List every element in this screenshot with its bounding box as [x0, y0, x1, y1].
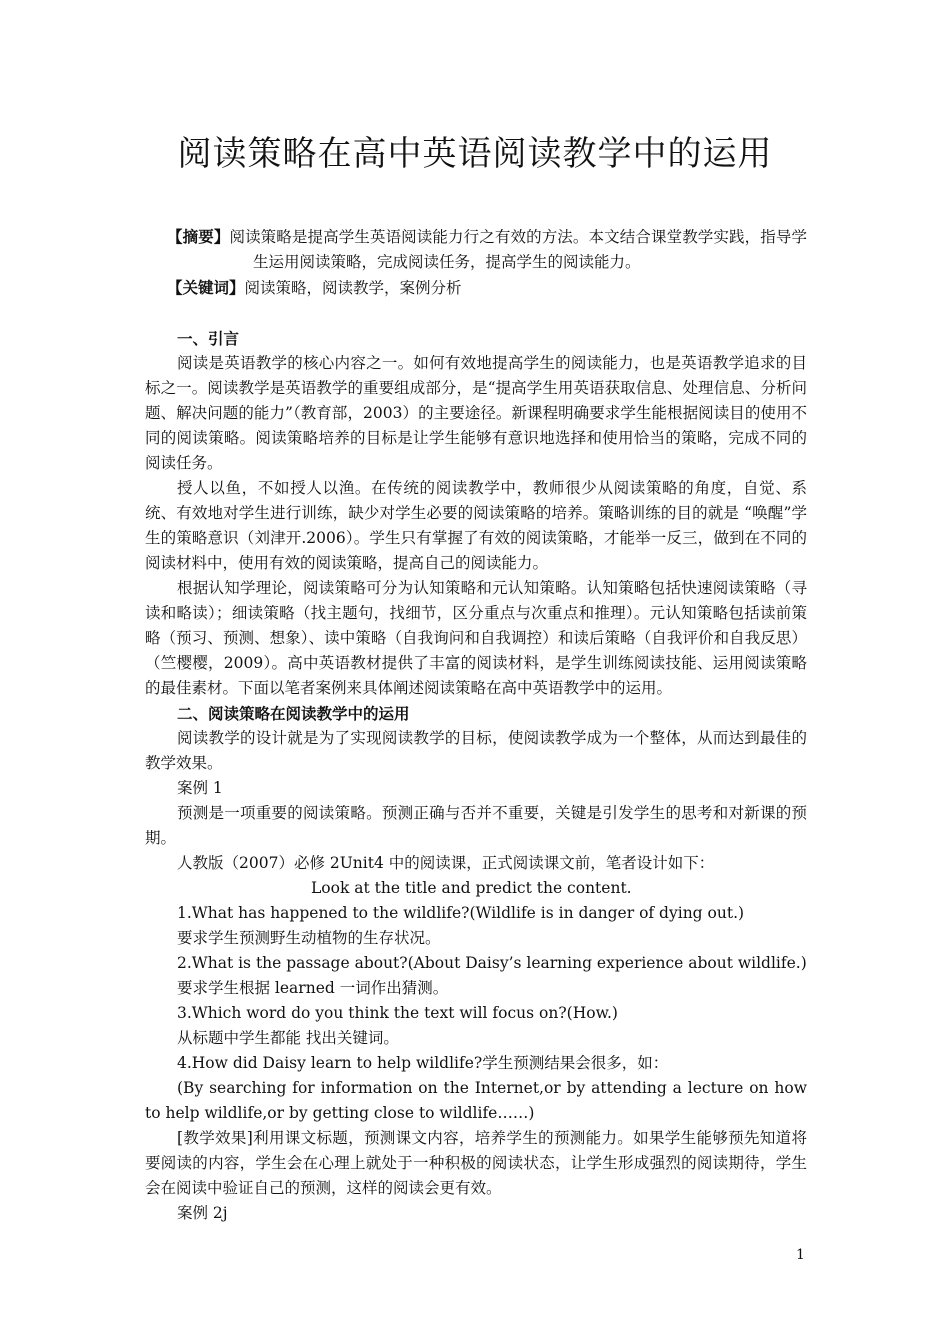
paragraph: 阅读教学的设计就是为了实现阅读教学的目标，使阅读教学成为一个整体，从而达到最佳的教学效果。 — [145, 729, 807, 772]
note: 要求学生根据 learned 一词作出猜测。 — [177, 979, 449, 997]
case-label: 案例 1 — [177, 779, 223, 797]
section-heading-application: 二、阅读策略在阅读教学中的运用 — [177, 704, 410, 723]
note: 要求学生预测野生动植物的生存状况。 — [177, 929, 441, 947]
answer: (By searching for information on the Internet,or by attending a lecture on how to help wildlife,or by getting close to wildlife……) — [145, 1079, 807, 1122]
page-number: 1 — [796, 1247, 805, 1263]
question: 1.What has happened to the wildlife?(Wildlife is in danger of dying out.) — [177, 904, 745, 922]
note: 从标题中学生都能 找出关键词。 — [177, 1029, 399, 1047]
keywords-label: 【关键词】 — [167, 278, 245, 297]
paragraph: 人教版（2007）必修 2Unit4 中的阅读课，正式阅读课文前，笔者设计如下： — [177, 854, 715, 872]
keywords-text: 阅读策略，阅读教学，案例分析 — [244, 279, 462, 297]
question: 3.Which word do you think the text will focus on?(How.) — [177, 1004, 618, 1022]
keywords — [145, 275, 807, 301]
document-body — [145, 224, 807, 1226]
spacer — [145, 301, 807, 326]
question: 2.What is the passage about?(About Daisy’s learning experience about wildlife.) — [177, 954, 807, 972]
teaching-effect: [教学效果]利用课文标题，预测课文内容，培养学生的预测能力。如果学生能够预先知道将要阅读的内容，学生会在心理上就处于一种积极的阅读状态，让学生形成强烈的阅读期待，学生会在阅读中验证自己的预测，这样的阅读会更有效。 — [145, 1129, 807, 1197]
abstract-label: 【摘要】 — [167, 227, 230, 246]
abstract — [145, 224, 807, 275]
question: 4.How did Daisy learn to help wildlife?学生预测结果会很多，如： — [177, 1054, 669, 1072]
abstract-text: 阅读策略是提高学生英语阅读能力行之有效的方法。本文结合课堂教学实践，指导学生运用阅读策略，完成阅读任务，提高学生的阅读能力。 — [229, 228, 807, 271]
paragraph: 预测是一项重要的阅读策略。预测正确与否并不重要，关键是引发学生的思考和对新课的预期。 — [145, 804, 807, 847]
paragraph: 根据认知学理论，阅读策略可分为认知策略和元认知策略。认知策略包括快速阅读策略（寻读和略读）；细读策略（找主题句，找细节，区分重点与次重点和推理）。元认知策略包括读前策略（预习、预测、想象）、读中策略（自我询问和自我调控）和读后策略（自我评价和自我反思）（竺樱樱，2009）。高中英语教材提供了丰富的阅读材料，是学生训练阅读技能、运用阅读策略的最佳素材。下面以笔者案例来具体阐述阅读策略在高中英语教学中的运用。 — [145, 579, 807, 697]
document-title: 阅读策略在高中英语阅读教学中的运用 — [177, 134, 773, 174]
section-heading-intro: 一、引言 — [177, 329, 240, 348]
paragraph: 授人以鱼，不如授人以渔。在传统的阅读教学中，教师很少从阅读策略的角度，自觉、系统、有效地对学生进行训练，缺少对学生必要的阅读策略的培养。策略训练的目的就是 “唤醒”学生的策略意识（刘津开.2006）。学生只有掌握了有效的阅读策略，才能举一反三，做到在不同的阅读材料中，使用有效的阅读策略，提高自己的阅读能力。 — [145, 479, 807, 572]
task-title: Look at the title and predict the content. — [311, 879, 632, 897]
case-label: 案例 2j — [177, 1204, 228, 1222]
paragraph: 阅读是英语教学的核心内容之一。如何有效地提高学生的阅读能力，也是英语教学追求的目标之一。阅读教学是英语教学的重要组成部分，是“提高学生用英语获取信息、处理信息、分析问题、解决问题的能力”（教育部，2003）的主要途径。新课程明确要求学生能根据阅读目的使用不同的阅读策略。阅读策略培养的目标是让学生能够有意识地选择和使用恰当的策略，完成不同的阅读任务。 — [145, 354, 807, 472]
